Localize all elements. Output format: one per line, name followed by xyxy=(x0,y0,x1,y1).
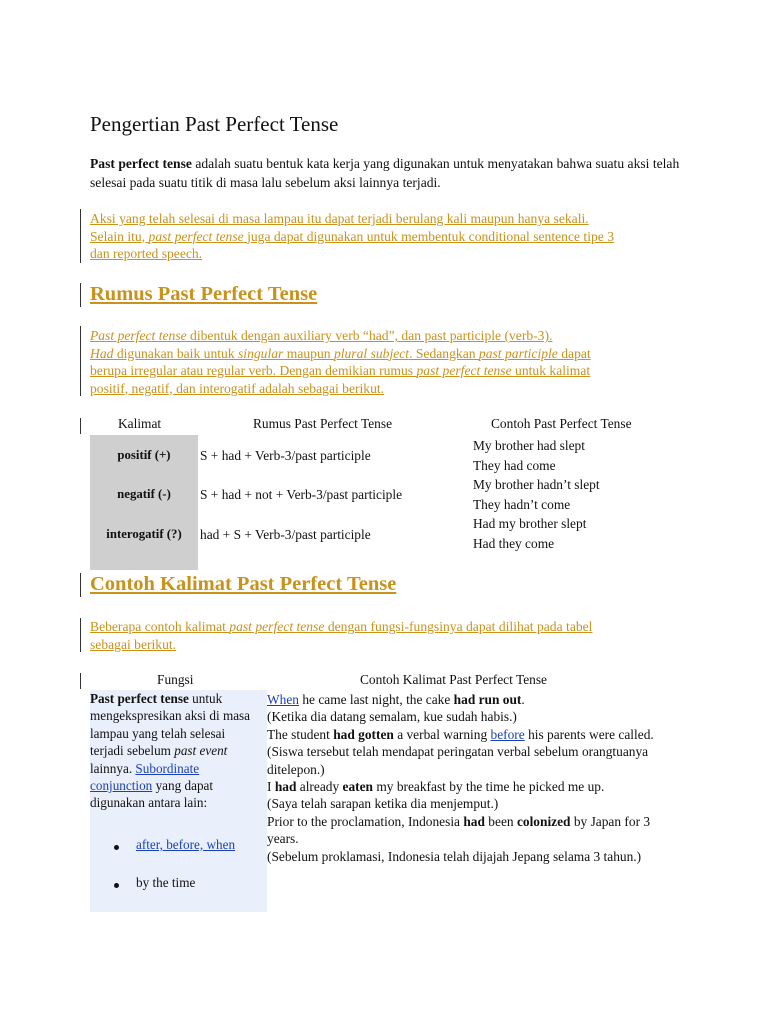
intro-term: Past perfect tense xyxy=(90,156,192,171)
example-line: My brother had slept xyxy=(473,438,585,453)
e3-d: eaten xyxy=(342,779,374,795)
note1-line1: Aksi yang telah selesai di masa lampau itu dapat terjadi berulang kali maupun hanya sekali. xyxy=(90,211,589,226)
example-line: My brother hadn’t slept xyxy=(473,477,600,492)
note3-line2: sebagai berikut. xyxy=(90,636,177,652)
note2-l3c: untuk kalimat xyxy=(511,363,591,378)
example-line: They hadn’t come xyxy=(473,496,571,512)
row-contoh-negatif xyxy=(473,475,600,514)
e1-c: . xyxy=(521,692,525,707)
e4-c: been xyxy=(484,813,517,829)
note3-term: past perfect tense xyxy=(229,619,325,634)
example-2-translation: (Siswa tersebut telah mendapat peringatan verbal sebelum orangtuanya ditelepon.) xyxy=(267,744,649,777)
note2-l2d: maupun xyxy=(283,345,334,361)
e2-b: had gotten xyxy=(333,726,394,742)
note2-l2f: . Sedangkan xyxy=(409,345,479,361)
example-4 xyxy=(267,813,667,848)
note1-line2-term: past perfect tense xyxy=(148,228,244,244)
text-cursor xyxy=(80,418,81,434)
section-bar xyxy=(80,573,81,597)
subordinate-conjunction-link[interactable]: Subordinate conjunction xyxy=(90,760,200,794)
page-title: Pengertian Past Perfect Tense xyxy=(90,112,339,136)
note2-line3 xyxy=(90,362,690,380)
note2-had: Had xyxy=(90,345,114,361)
note1-line2-c: juga dapat digunakan untuk membentuk conditional sentence tipe 3 xyxy=(243,228,615,244)
row-contoh-interogatif xyxy=(473,514,586,553)
table1-header-contoh: Contoh Past Perfect Tense xyxy=(491,416,632,431)
e3-b: had xyxy=(274,779,297,795)
when-link[interactable]: When xyxy=(267,692,299,707)
fungsi-past-event: past event xyxy=(174,743,228,759)
contoh-paragraph xyxy=(90,618,690,653)
intro-text: adalah suatu bentuk kata kerja yang digunakan untuk menyatakan bahwa suatu aksi telah selesai pada suatu titik di masa lalu sebelum aksi lainnya terjadi. xyxy=(90,156,680,190)
table2-header-fungsi: Fungsi xyxy=(157,672,194,687)
note2-l2h: dapat xyxy=(557,345,591,361)
example-line: Had they come xyxy=(473,535,555,551)
e2-c: a verbal warning xyxy=(393,726,491,742)
note2-singular: singular xyxy=(238,345,284,361)
note3-line1 xyxy=(90,618,690,636)
comment-bar xyxy=(80,618,81,652)
note2-line1 xyxy=(90,327,690,345)
e4-a: Prior to the proclamation, Indonesia xyxy=(267,813,464,829)
example-line: Had my brother slept xyxy=(473,516,587,531)
example-3-translation: (Saya telah sarapan ketika dia menjemput.) xyxy=(267,796,499,812)
rumus-paragraph xyxy=(90,327,690,397)
example-line: They had come xyxy=(473,457,556,473)
fungsi-t3: yang dapat digunakan antara lain: xyxy=(90,778,214,811)
example-4-translation: (Sebelum proklamasi, Indonesia telah dijajah Jepang selama 3 tahun.) xyxy=(267,848,642,864)
bullet-by-the-time: by the time xyxy=(136,875,196,890)
e1-b: had run out xyxy=(453,692,522,707)
fungsi-t2: lainnya. xyxy=(90,760,136,776)
example-1-translation: (Ketika dia datang semalam, kue sudah habis.) xyxy=(267,709,517,725)
comment-bar xyxy=(80,209,81,263)
note2-term: Past perfect tense xyxy=(90,328,187,343)
e4-b: had xyxy=(463,813,485,829)
note2-l3a: berupa irregular atau regular verb. Dengan demikian rumus xyxy=(90,363,417,378)
note2-term2: past perfect tense xyxy=(416,363,512,378)
e2-a: The student xyxy=(267,726,334,742)
e4-d: colonized xyxy=(516,813,571,829)
fungsi-text xyxy=(90,690,262,812)
comment-bar xyxy=(80,326,81,396)
note2-participle: past participle xyxy=(478,345,558,361)
note1-line3: dan reported speech. xyxy=(90,246,203,261)
bullet-icon xyxy=(114,883,119,888)
example-3 xyxy=(267,778,667,795)
note1-line2 xyxy=(90,228,690,246)
example-1 xyxy=(267,691,667,708)
section-heading-contoh[interactable]: Contoh Kalimat Past Perfect Tense xyxy=(90,573,397,595)
note1-line2-a: Selain itu, xyxy=(90,228,149,244)
fungsi-term: Past perfect tense xyxy=(90,691,189,706)
table1-header-rumus: Rumus Past Perfect Tense xyxy=(253,416,393,431)
note2-line4: positif, negatif, dan interogatif adalah sebagai berikut. xyxy=(90,380,385,396)
section-bar xyxy=(80,283,81,307)
fungsi-cell xyxy=(90,690,267,912)
note2-line2 xyxy=(90,345,690,363)
bullet-after-before-when-link[interactable]: after, before, when xyxy=(136,837,236,852)
table1-header-kalimat: Kalimat xyxy=(118,416,162,431)
e3-a: I xyxy=(267,779,275,795)
intro-paragraph xyxy=(90,154,680,192)
e2-d: his parents were called. xyxy=(524,726,654,742)
example-2 xyxy=(267,726,667,743)
row-label-negatif: negatif (-) xyxy=(117,487,171,501)
fungsi-t1: untuk mengekspresikan aksi di masa lampau yang telah selesai terjadi sebelum xyxy=(90,691,251,759)
bullet-icon xyxy=(114,845,119,850)
section-heading-rumus[interactable]: Rumus Past Perfect Tense xyxy=(90,283,318,305)
note2-l1b: dibentuk dengan auxiliary verb “had”, dan past participle (verb-3). xyxy=(186,328,553,343)
row-rumus-positif: S + had + Verb-3/past participle xyxy=(200,448,371,463)
note3-l1a: Beberapa contoh kalimat xyxy=(90,619,230,634)
e3-e: my breakfast by the time he picked me up. xyxy=(373,779,605,795)
row-contoh-positif xyxy=(473,436,585,475)
row-label-positif: positif (+) xyxy=(117,448,171,462)
note-repeat-paragraph xyxy=(90,210,690,263)
row-rumus-interogatif: had + S + Verb-3/past participle xyxy=(200,527,371,542)
row-rumus-negatif: S + had + not + Verb-3/past participle xyxy=(200,487,403,502)
text-cursor xyxy=(80,673,81,689)
note3-l1c: dengan fungsi-fungsinya dapat dilihat pada tabel xyxy=(324,619,593,634)
e3-c: already xyxy=(296,779,343,795)
table2-header-contoh: Contoh Kalimat Past Perfect Tense xyxy=(360,672,547,687)
before-link[interactable]: before xyxy=(490,726,525,742)
e4-e: by Japan for 3 years. xyxy=(267,813,651,847)
e1-a: he came last night, the cake xyxy=(298,692,454,707)
examples-cell xyxy=(267,691,667,865)
note2-l2b: digunakan baik untuk xyxy=(113,345,239,361)
row-label-interogatif: interogatif (?) xyxy=(106,527,182,541)
note2-plural: plural subject xyxy=(333,345,410,361)
